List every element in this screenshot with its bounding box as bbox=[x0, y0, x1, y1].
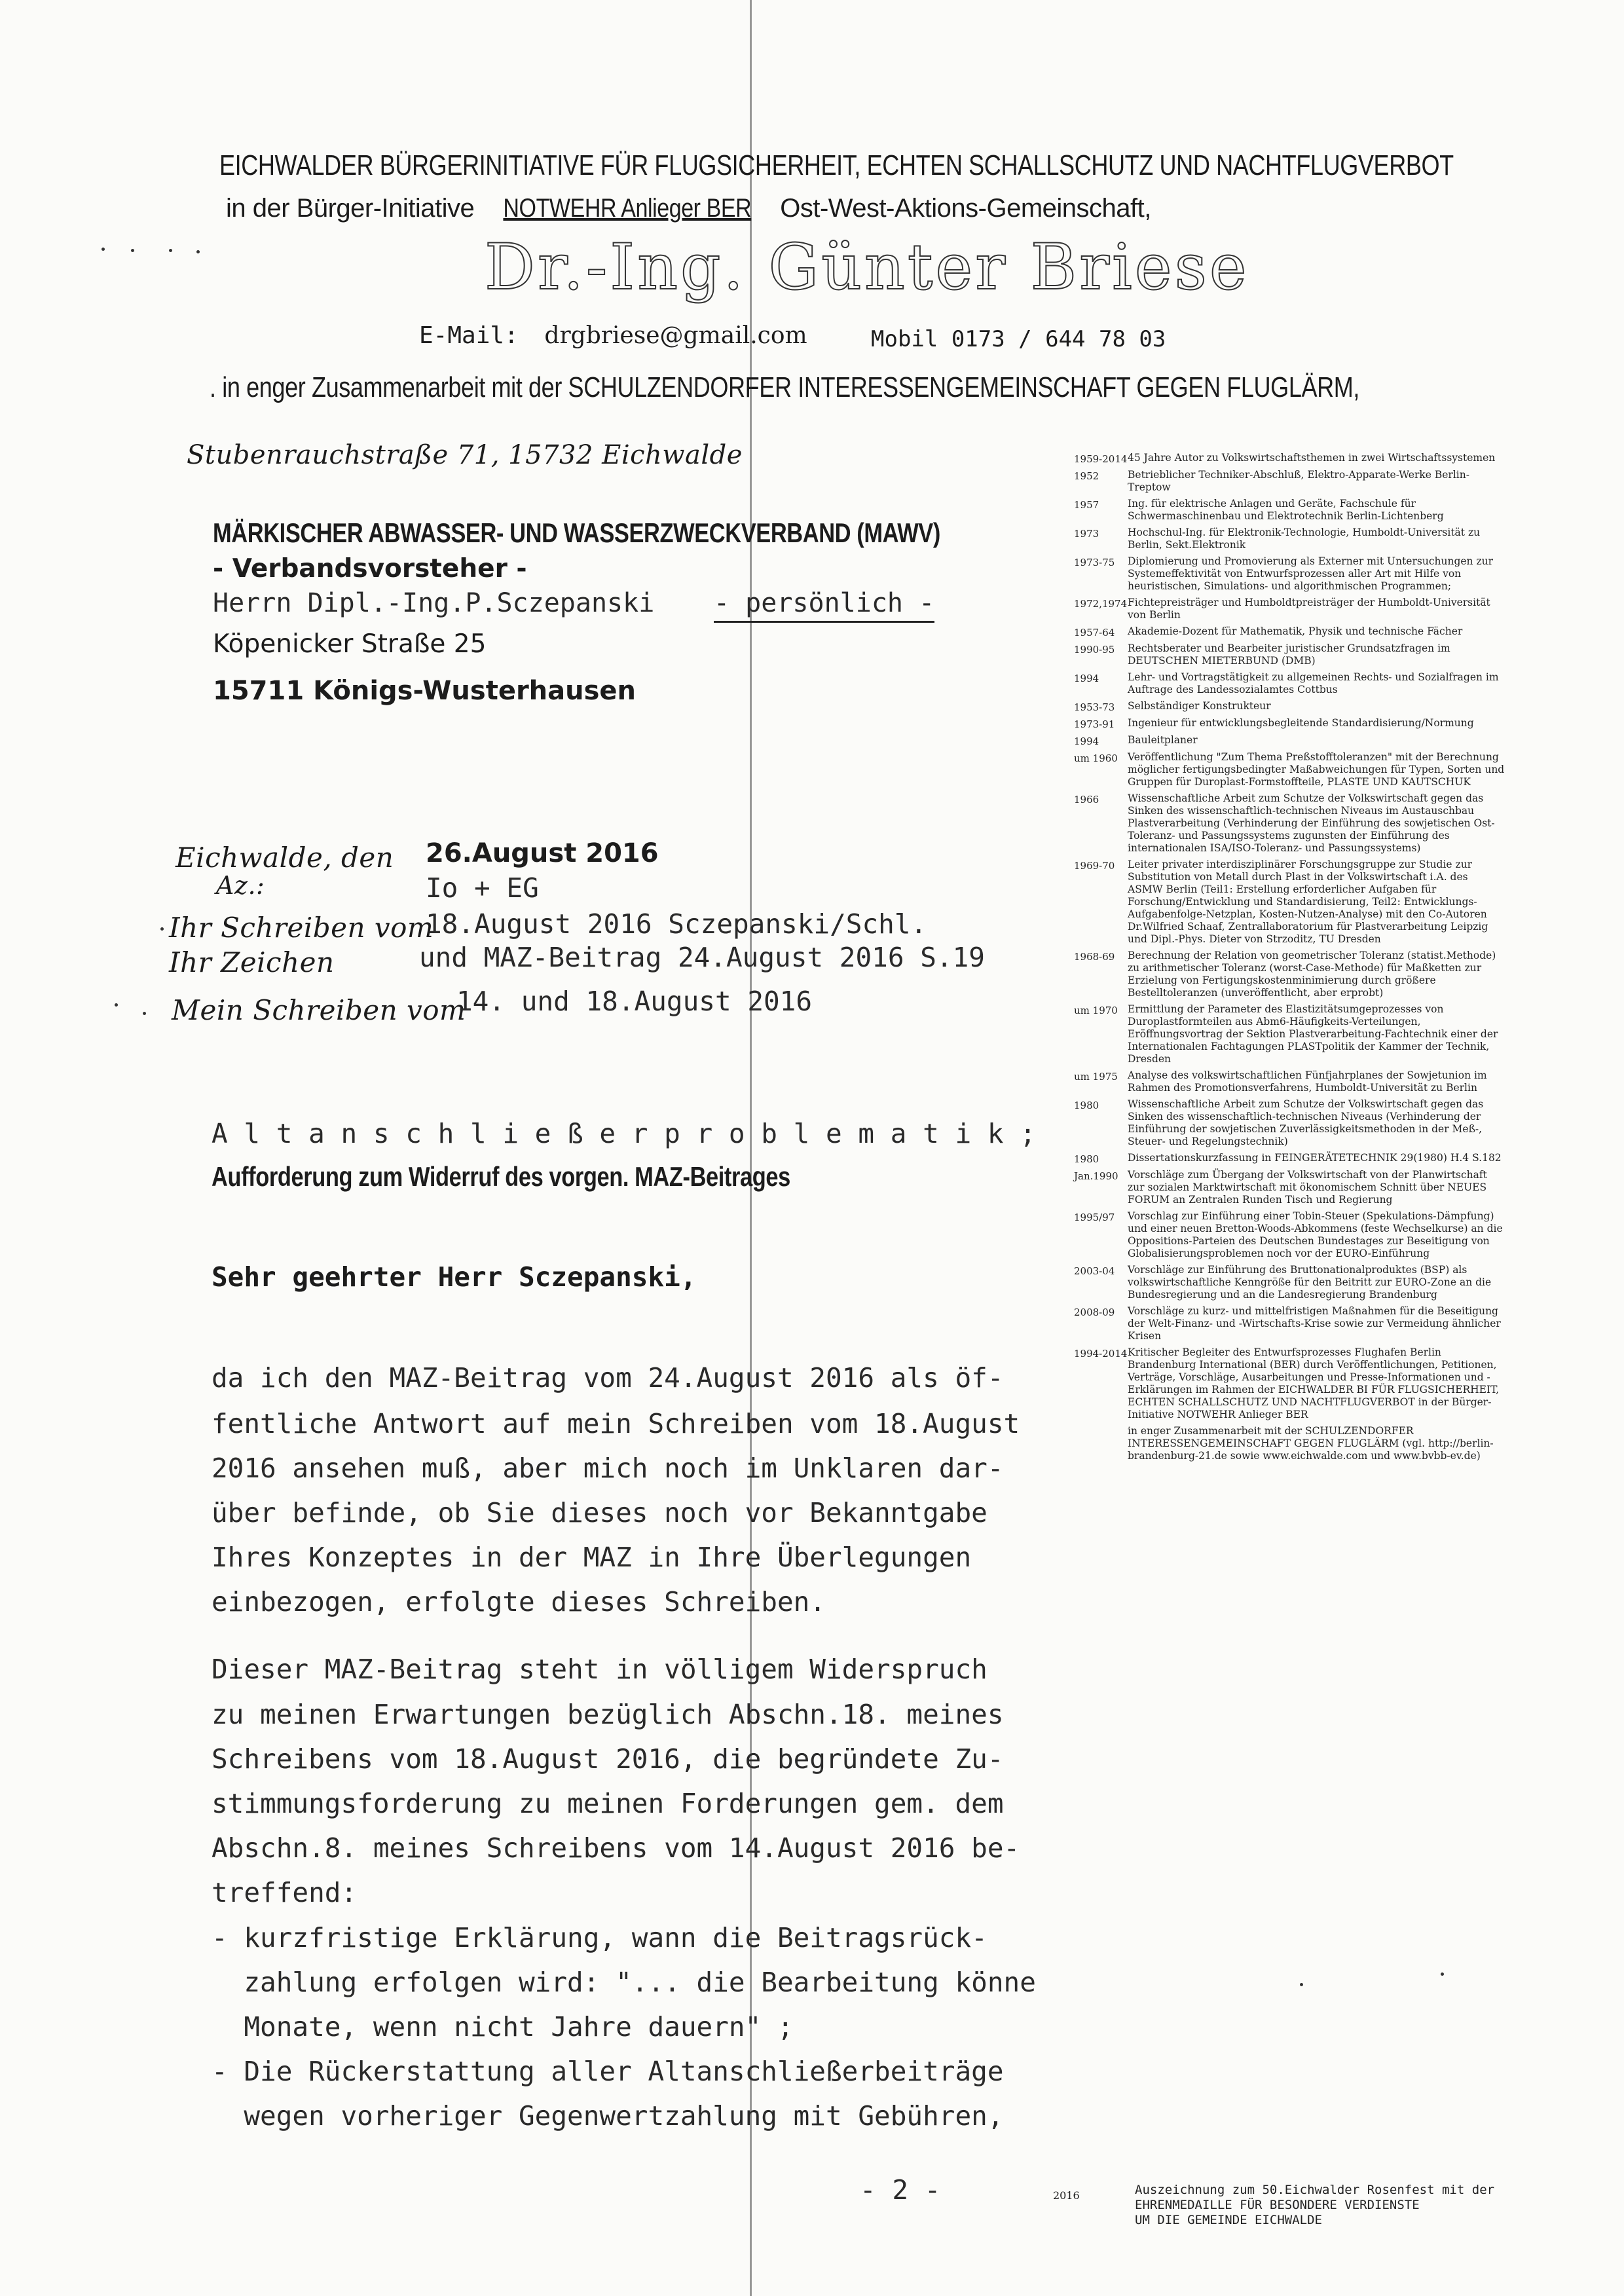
recipient-personal: - persönlich - bbox=[714, 588, 934, 623]
cv-entry-year: 1994 bbox=[1074, 735, 1099, 747]
body-line: wegen vorheriger Gegenwertzahlung mit Gebühren, bbox=[212, 2100, 1004, 2132]
cv-entry-text: Berechnung der Relation von geometrischer Toleranz (statist.Methode) zu arithmetischer Toleranz (worst-Case-Methode) für Maßketten zur Erzielung von Fertigungskostenminimierung durch größere Bestelltoleranzen (unveröffentlicht, aber erprobt) bbox=[1128, 950, 1496, 999]
scan-speck bbox=[115, 1003, 118, 1007]
cv-entry-year bbox=[1074, 1425, 1128, 1462]
body-line: zu meinen Erwartungen bezüglich Abschn.18. meines bbox=[212, 1699, 1004, 1730]
cv-entry-year: 1952 bbox=[1074, 470, 1099, 482]
salutation: Sehr geehrter Herr Sczepanski, bbox=[212, 1261, 697, 1293]
cv-entry bbox=[1074, 700, 1506, 713]
recipient-city: 15711 Königs-Wusterhausen bbox=[213, 676, 637, 706]
header-line-2-org: NOTWEHR Anlieger BER bbox=[503, 194, 752, 223]
cv-entry-text: Betrieblicher Techniker-Abschluß, Elektro-Apparate-Werke Berlin-Treptow bbox=[1128, 469, 1469, 493]
header-line-2-suffix: Ost-West-Aktions-Gemeinschaft, bbox=[780, 194, 1151, 223]
recipient-org: MÄRKISCHER ABWASSER- UND WASSERZWECKVERBAND (MAWV) bbox=[213, 517, 940, 548]
cv-entry-year: 1959-2014 bbox=[1074, 453, 1128, 465]
header-line-2-prefix: in der Bürger-Initiative bbox=[226, 194, 475, 223]
cv-entry bbox=[1074, 1169, 1506, 1206]
cv-entry-text: Fichtepreisträger und Humboldtpreisträger der Humboldt-Universität von Berlin bbox=[1128, 597, 1490, 621]
cv-entry-text: Bauleitplaner bbox=[1128, 734, 1198, 746]
cv-entry-year: 1980 bbox=[1074, 1100, 1099, 1111]
award-year: 2016 bbox=[1053, 2189, 1080, 2202]
header-line-1: EICHWALDER BÜRGERINITIATIVE FÜR FLUGSICHERHEIT, ECHTEN SCHALLSCHUTZ UND NACHTFLUGVERBOT bbox=[219, 149, 1454, 181]
scan-speck bbox=[169, 249, 172, 252]
cv-entry bbox=[1074, 469, 1506, 494]
cv-entry-year: 1995/97 bbox=[1074, 1212, 1115, 1223]
cv-entry-text: Vorschlag zur Einführung einer Tobin-Steuer (Spekulations-Dämpfung) und einer neuen Bretton-Woods-Abkommens (feste Wechselkurse) an die Oppositions-Parteien des Deutschen Bundestages zur Beseitigung von Globalisierungsproblemen noch vor der EURO-Einführung bbox=[1128, 1210, 1503, 1259]
award-line-2: EHRENMEDAILLE FÜR BESONDERE VERDIENSTE bbox=[1135, 2198, 1420, 2212]
cv-entry-year: 2008-09 bbox=[1074, 1306, 1115, 1318]
cv-entry-text: Ing. für elektrische Anlagen und Geräte, Fachschule für Schwermaschinenbau und Elektrotechnik Berlin-Lichtenberg bbox=[1128, 498, 1444, 522]
cv-entry-year: Jan.1990 bbox=[1074, 1170, 1118, 1182]
body-line: - kurzfristige Erklärung, wann die Beitragsrück- bbox=[212, 1922, 987, 1953]
email-address: drgbriese@gmail.com bbox=[544, 322, 807, 349]
cv-entry bbox=[1074, 452, 1506, 465]
body-line: einbezogen, erfolgte dieses Schreiben. bbox=[212, 1586, 826, 1618]
body-line: Dieser MAZ-Beitrag steht in völligem Widerspruch bbox=[212, 1654, 987, 1685]
subject-line-1: A l t a n s c h l i e ß e r p r o b l e m a t i k ; bbox=[212, 1118, 1036, 1149]
cv-entry bbox=[1074, 625, 1506, 639]
cv-entry-text: Lehr- und Vortragstätigkeit zu allgemeinen Rechts- und Sozialfragen im Auftrage des Landessozialamtes Cottbus bbox=[1128, 671, 1499, 695]
body-line: fentliche Antwort auf mein Schreiben vom 18.August bbox=[212, 1408, 1020, 1439]
cv-entry-year: 1980 bbox=[1074, 1153, 1099, 1165]
recipient-role: - Verbandsvorsteher - bbox=[213, 554, 527, 583]
cv-entry-text: Wissenschaftliche Arbeit zum Schutze der Volkswirtschaft gegen das Sinken des wissenschaftlich-technischen Niveaus im Austauschbau Plastverarbeitung (Verhinderung der Einführung des sowjetischen Ost-Toleranz- und Passungssystems zugunsten der Einführung des internationalen ISA/ISO-Toleranz- und Passungssystems) bbox=[1128, 792, 1495, 854]
cv-entry bbox=[1074, 950, 1506, 999]
scan-speck bbox=[1441, 1972, 1444, 1976]
cv-entry bbox=[1074, 597, 1506, 621]
cv-entry bbox=[1074, 498, 1506, 523]
body-line: - Die Rückerstattung aller Altanschließerbeiträge bbox=[212, 2056, 1004, 2087]
cv-entry-year: 1990-95 bbox=[1074, 644, 1115, 656]
cv-entry bbox=[1074, 642, 1506, 667]
my-letter-value: 14. und 18.August 2016 bbox=[456, 986, 813, 1017]
body-line: Schreibens vom 18.August 2016, die begründete Zu- bbox=[212, 1743, 1004, 1775]
cv-entry-text: Vorschläge zum Übergang der Volkswirtschaft von der Planwirtschaft zur sozialen Marktwirtschaft mit ökonomischem Schnitt über NEUES FORUM an Zentralen Runden Tisch und Regierung bbox=[1128, 1169, 1487, 1206]
author-name: Dr.-Ing. Günter Briese bbox=[485, 231, 1249, 304]
scan-speck bbox=[1300, 1983, 1303, 1986]
cv-entry bbox=[1074, 1346, 1506, 1421]
award-line-3: UM DIE GEMEINDE EICHWALDE bbox=[1135, 2213, 1322, 2227]
cv-entry-year: 1994-2014 bbox=[1074, 1348, 1128, 1360]
cv-entry bbox=[1074, 717, 1506, 730]
cv-entry-text: Wissenschaftliche Arbeit zum Schutze der Volkswirtschaft gegen das Sinken des wissenschaftlich-technischen Niveaus (Verhinderung der Einführung der sowjetischen Zuverlässigkeitsmethoden in der Meß-, Steuer- und Regelungstechnik) bbox=[1128, 1098, 1484, 1147]
body-line: stimmungsforderung zu meinen Forderungen gem. dem bbox=[212, 1788, 1004, 1819]
cv-entry-year: um 1970 bbox=[1074, 1005, 1118, 1016]
cv-entry-text: Leiter privater interdisziplinärer Forschungsgruppe zur Studie zur Substitution von Metall durch Plast in der Volkswirtschaft i.A. des ASMW Berlin (Teil1: Erstellung erforderlicher Aufgaben für Forschung/Entwicklung und Standardisierung, Teil2: Entwicklungs-Aufgabenfolge-Netzplan, Kosten-Nutzen-Analyse) mit den Co-Autoren Dr.Wilfried Schaaf, Zentrallaboratorium für Plastverarbeitung Leipzig und Dipl.-Phys. Dieter von Strzoditz, TU Dresden bbox=[1128, 859, 1488, 945]
cv-entry bbox=[1074, 734, 1506, 747]
cv-entry-text: Kritischer Begleiter des Entwurfsprozesses Flughafen Berlin Brandenburg International (BER) durch Veröffentlichungen, Petitionen, Verträge, Vorschläge, Ausarbeitungen und Presse-Informationen und -Erklärungen im Rahmen der EICHWALDER BI FÜR FLUGSICHERHEIT, ECHTEN SCHALLSCHUTZ UND NACHTFLUGVERBOT in der Bürger-Initiative NOTWEHR Anlieger BER bbox=[1128, 1346, 1500, 1420]
az-value: Io + EG bbox=[426, 872, 539, 904]
cv-entry-year: 1994 bbox=[1074, 673, 1099, 684]
cv-entry bbox=[1074, 671, 1506, 696]
email-label: E-Mail: bbox=[419, 322, 519, 349]
place-label: Eichwalde, den bbox=[175, 842, 394, 874]
body-line: Monate, wenn nicht Jahre dauern" ; bbox=[212, 2011, 794, 2043]
cv-entry-year: 1953-73 bbox=[1074, 701, 1115, 713]
cv-entry-year: 1973-75 bbox=[1074, 557, 1115, 568]
recipient-person: Herrn Dipl.-Ing.P.Sczepanski bbox=[213, 588, 655, 618]
scan-speck bbox=[101, 248, 105, 251]
award-line-1: Auszeichnung zum 50.Eichwalder Rosenfest mit der bbox=[1135, 2183, 1495, 2197]
body-line: über befinde, ob Sie dieses noch vor Bekanntgabe bbox=[212, 1497, 987, 1528]
email-line bbox=[419, 322, 807, 349]
your-letter-label: Ihr Schreiben vom bbox=[169, 912, 434, 944]
scan-speck bbox=[196, 250, 200, 253]
cv-entry-year: 1969-70 bbox=[1074, 860, 1115, 872]
body-line: Ihres Konzeptes in der MAZ in Ihre Überlegungen bbox=[212, 1542, 972, 1573]
subject-line-2: Aufforderung zum Widerruf des vorgen. MAZ-Beitrages bbox=[212, 1161, 790, 1192]
cv-entry-text: Analyse des volkswirtschaftlichen Fünfjahrplanes der Sowjetunion im Rahmen des Promotionsverfahrens, Humboldt-Universität zu Berlin bbox=[1128, 1069, 1487, 1094]
cv-entry bbox=[1074, 792, 1506, 855]
cv-entry-text: 45 Jahre Autor zu Volkswirtschaftsthemen in zwei Wirtschaftssystemen bbox=[1128, 452, 1496, 464]
cv-entry-year: 1968-69 bbox=[1074, 951, 1115, 963]
scan-speck bbox=[131, 249, 134, 252]
body-line: 2016 ansehen muß, aber mich noch im Unklaren dar- bbox=[212, 1453, 1004, 1484]
scan-speck bbox=[143, 1012, 146, 1015]
cv-entry bbox=[1074, 1152, 1506, 1165]
cv-entry-text: Ingenieur für entwicklungsbegleitende Standardisierung/Normung bbox=[1128, 717, 1474, 729]
your-ref-value: und MAZ-Beitrag 24.August 2016 S.19 bbox=[419, 942, 985, 973]
cv-entry-text: Dissertationskurzfassung in FEINGERÄTETECHNIK 29(1980) H.4 S.182 bbox=[1128, 1152, 1502, 1164]
page-number: - 2 - bbox=[860, 2174, 941, 2206]
recipient-street: Köpenicker Straße 25 bbox=[213, 629, 487, 659]
cv-entry-year: um 1975 bbox=[1074, 1071, 1118, 1083]
cv-entry-text: Diplomierung und Promovierung als Externer mit Untersuchungen zur Systemeffektivität von Entwurfsprozessen aller Art mit Hilfe von heuristischen, Simulations- und algorithmischen Programmen; bbox=[1128, 555, 1494, 592]
body-line: treffend: bbox=[212, 1877, 358, 1908]
cv-entry bbox=[1074, 751, 1506, 788]
cv-entry bbox=[1074, 1264, 1506, 1301]
cv-entry-text: Selbständiger Konstrukteur bbox=[1128, 700, 1271, 712]
cv-entry-year: um 1960 bbox=[1074, 752, 1118, 764]
cv-entry bbox=[1074, 1210, 1506, 1260]
header-line-2 bbox=[226, 194, 1151, 223]
cv-entry bbox=[1074, 859, 1506, 946]
cv-entry-text: Rechtsberater und Bearbeiter juristischer Grundsatzfragen im DEUTSCHEN MIETERBUND (DMB) bbox=[1128, 642, 1450, 667]
body-line: Abschn.8. meines Schreibens vom 14.August 2016 be- bbox=[212, 1832, 1020, 1864]
cv-entry-text: Vorschläge zur Einführung des Bruttonationalproduktes (BSP) als volkswirtschaftliche Kenngröße für den Beitritt zur EURO-Zone an die Bundesregierung und an die Landesregierung Brandenburg bbox=[1128, 1264, 1492, 1301]
cv-entry-text: Ermittlung der Parameter des Elastizitätsumgeprozesses von Duroplastformteilen aus Abm6-Häufigkeits-Verteilungen, Eröffnungsvortrag der Sektion Plastverarbeitung-Fachtechnik einer der Internationalen Fachtagungen PLASTpolitik der Kammer der Technik, Dresden bbox=[1128, 1003, 1498, 1065]
my-letter-label: Mein Schreiben vom bbox=[172, 994, 466, 1026]
cv-entry-year: 2003-04 bbox=[1074, 1265, 1115, 1277]
cv-entry bbox=[1074, 527, 1506, 551]
your-letter-value: 18.August 2016 Sczepanski/Schl. bbox=[426, 908, 927, 940]
cv-sidebar bbox=[1074, 452, 1506, 1466]
sender-address: Stubenrauchstraße 71, 15732 Eichwalde bbox=[187, 440, 743, 470]
your-ref-label: Ihr Zeichen bbox=[169, 946, 335, 978]
header-line-4: . in enger Zusammenarbeit mit der SCHULZENDORFER INTERESSENGEMEINSCHAFT GEGEN FLUGLÄRM, bbox=[210, 371, 1360, 403]
cv-entry bbox=[1074, 555, 1506, 593]
cv-entry bbox=[1074, 1425, 1506, 1462]
cv-entry bbox=[1074, 1098, 1506, 1148]
cv-entry-year: 1957-64 bbox=[1074, 627, 1115, 639]
cv-entry-year: 1973 bbox=[1074, 528, 1099, 540]
letter-date: 26.August 2016 bbox=[426, 838, 659, 868]
body-line: zahlung erfolgen wird: "... die Bearbeitung könne bbox=[212, 1967, 1036, 1998]
scan-speck bbox=[160, 927, 164, 931]
body-line: da ich den MAZ-Beitrag vom 24.August 2016 als öf- bbox=[212, 1362, 1004, 1394]
cv-entry bbox=[1074, 1305, 1506, 1342]
az-label: Az.: bbox=[216, 871, 265, 900]
mobile-number: Mobil 0173 / 644 78 03 bbox=[871, 326, 1166, 352]
cv-entry-year: 1972,1974 bbox=[1074, 598, 1128, 610]
cv-entry-year: 1966 bbox=[1074, 794, 1099, 805]
cv-entry bbox=[1074, 1003, 1506, 1065]
cv-entry-text: Akademie-Dozent für Mathematik, Physik und technische Fächer bbox=[1128, 625, 1463, 637]
cv-entry-year: 1957 bbox=[1074, 499, 1099, 511]
cv-entry-text: in enger Zusammenarbeit mit der SCHULZENDORFER INTERESSENGEMEINSCHAFT GEGEN FLUGLÄRM (vgl. http://berlin-brandenburg-21.de sowie www.eichwalde.com und www.bvbb-ev.de) bbox=[1128, 1425, 1494, 1462]
cv-entry-text: Veröffentlichung "Zum Thema Preßstofftoleranzen" mit der Berechnung möglicher fertigungsbedingter Maßabweichungen für Typen, Sorten und Gruppen für Duroplast-Formstoffteile, PLASTE UND KAUTSCHUK bbox=[1128, 751, 1505, 788]
cv-entry-year: 1973-91 bbox=[1074, 718, 1115, 730]
cv-entry-text: Vorschläge zu kurz- und mittelfristigen Maßnahmen für die Beseitigung der Welt-Finanz- und -Wirtschafts-Krise sowie zur Vermeidung ähnlicher Krisen bbox=[1128, 1305, 1501, 1342]
cv-entry-text: Hochschul-Ing. für Elektronik-Technologie, Humboldt-Universität zu Berlin, Sekt.Elektronik bbox=[1128, 527, 1481, 551]
cv-entry bbox=[1074, 1069, 1506, 1094]
